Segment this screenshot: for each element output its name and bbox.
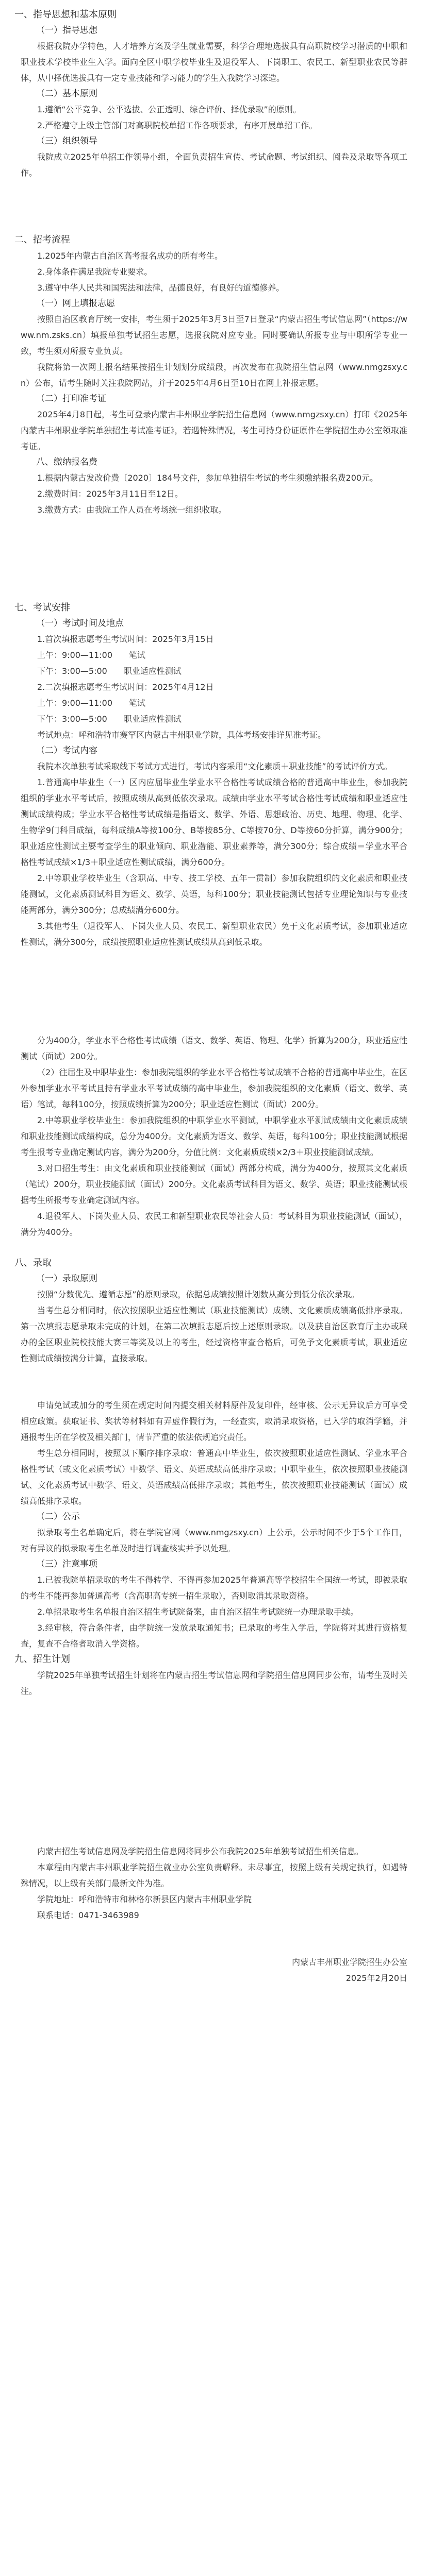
paragraph: 1.已被我院单招录取的考生不得转学、不得再参加2025年普通高等学校招生全国统一考试，即被录取的考生不能再参加普通高考（含高职高专统一招生录取），否则取消其录取资格。 [21,1575,407,1601]
subsection-title: （一）指导思想 [36,25,97,36]
subsection-title: （三）组织领导 [36,136,97,146]
paragraph: 上午：9:00—11:00 笔试 [37,698,146,708]
subsection-title: （一）网上填报志愿 [36,298,115,309]
paragraph: 2025年4月8日起，考生可登录内蒙古丰州职业学院招生信息网（www.nmgzsxy.cn）打印《2025年内蒙古丰州职业学院单独招生考试准考证》，若遇特殊情况，考生可持身份证原件在学院招生办公室领取准考证。 [21,410,407,451]
subsection-title: 八、缴纳报名费 [36,457,97,467]
paragraph: 1.首次填报志愿考生考试时间：2025年3月15日 [37,634,214,644]
subsection-title: （三）注意事项 [36,1559,97,1569]
paragraph: 我院本次单独考试采取线下考试方式进行，考试内容采用“文化素质＋职业技能”的考试评价方式。 [37,761,392,771]
paragraph: 下午：3:00—5:00 职业适应性测试 [37,714,182,724]
paragraph: 下午：3:00—5:00 职业适应性测试 [37,666,182,676]
paragraph: 3.对口招生考生：由文化素质和职业技能测试（面试）两部分构成，满分为400分，按照其文化素质（笔试）200分，职业技能测试（面试）200分。文化素质考试科目为语文、数学、英语；职业技能测试根据考生所报考专业确定测试内容。 [21,1163,407,1205]
section-title: 八、录取 [14,1258,52,1268]
paragraph: 3.遵守中华人民共和国宪法和法律，品德良好，有良好的道德修养。 [37,283,285,293]
section-title: 七、考试安排 [14,602,70,613]
paragraph: 我院将第一次网上报名结果按招生计划划分成绩段，再次发布在我院招生信息网（www.nmgzsxy.cn）公布，请考生随时关注我院网站，并于2025年4月6日至10日在网上补报志愿。 [21,362,407,388]
paragraph: （2）往届生及中职毕业生：参加我院组织的学业水平合格性考试成绩不合格的普通高中毕业生，在区外参加学业水平考试且持有学业水平考试成绩的高中毕业生，参加我院组织的文化素质（语文、数学、英语）笔试，每科100分，按照成绩折算为200分；职业适应性测试（面试）200分。 [21,1067,407,1109]
paragraph: 1.2025年内蒙古自治区高考报名成功的所有考生。 [37,251,223,261]
paragraph: 2.缴费时间：2025年3月11日至12日。 [37,489,183,499]
paragraph: 1.普通高中毕业生（一）区内应届毕业生学业水平合格性考试成绩合格的普通高中毕业生，参加我院组织的学业水平考试后，按照成绩从高到低依次录取。成绩由学业水平考试合格性考试成绩和职业适应性测试成绩构成；学业水平合格性考试成绩是指语文、数学、外语、思想政治、历史、地理、物理、化学、生物学9门科目成绩，每科成绩A等按100分、B等按85分、C等按70分、D等按60分折算，满分900分；职业适应性测试主要考查学生的职业倾向、职业潜能、职业素养等，满分300分；综合成绩＝学业水平合格性考试成绩×1/3＋职业适应性测试成绩，满分600分。 [21,777,407,867]
paragraph: 按照“分数优先、遵循志愿”的原则录取，依据总成绩按照计划数从高分到低分依次录取。 [37,1290,359,1299]
section-title: 九、招生计划 [14,1654,70,1665]
paragraph: 本章程由内蒙古丰州职业学院招生就业办公室负责解释。未尽事宜，按照上级有关规定执行，如遇特殊情况，以上级有关部门最新文件为准。 [21,1862,407,1888]
paragraph: 我院成立2025年单招工作领导小组，全面负责招生宣传、考试命题、考试组织、阅卷及录取等各项工作。 [21,152,407,178]
paragraph: 2.中等职业学校毕业生（含职高、中专、技工学校、五年一贯制）参加我院组织的文化素质和职业技能测试，文化素质测试科目为语文、数学、英语，每科100分；职业技能测试包括专业理论知识与专业技能两部分，满分300分；总成绩满分600分。 [21,873,407,915]
subsection-title: （二）公示 [36,1512,80,1522]
paragraph: 拟录取考生名单确定后，将在学院官网（www.nmgzsxy.cn）上公示，公示时间不少于5个工作日，对有异议的拟录取考生名单及时进行调查核实并予以处理。 [21,1528,407,1553]
paragraph: 3.缴费方式：由我院工作人员在考场统一组织收取。 [37,505,227,515]
subsection-title: （二）考试内容 [36,745,97,756]
paragraph: 2.二次填报志愿考生考试时间：2025年4月12日 [37,682,214,692]
paragraph: 3.经审核，符合条件者，由学院统一发放录取通知书；已录取的考生入学后，学院将对其进行资格复查，复查不合格者取消入学资格。 [21,1623,407,1649]
paragraph: 分为400分，学业水平合格性考试成绩（语文、数学、英语、物理、化学）折算为200分，职业适应性测试（面试）200分。 [21,1036,407,1061]
subsection-title: （一）考试时间及地点 [36,618,124,629]
paragraph: 当考生总分相同时，依次按照职业适应性测试（职业技能测试）成绩、文化素质成绩高低排序录取。第一次填报志愿录取未完成的计划，在第二次填报志愿后按上述原则录取。以及获自治区教育厅主办或联办的全区职业院校技能大赛三等奖及以上的考生，经过资格审查合格后，可免予文化素质考试，职业适应性测试成绩按满分计算，直接录取。 [21,1306,407,1363]
paragraph: 内蒙古招生考试信息网及学院招生信息网将同步公布我院2025年单独考试招生相关信息。 [37,1846,364,1856]
paragraph: 学院2025年单独考试招生计划将在内蒙古招生考试信息网和学院招生信息网同步公布，请考生及时关注。 [21,1670,407,1696]
paragraph: 3.其他考生（退役军人、下岗失业人员、农民工、新型职业农民）免于文化素质考试，参加职业适应性测试，满分300分，成绩按照职业适应性测试成绩从高到低录取。 [21,921,407,947]
paragraph: 申请免试或加分的考生须在规定时间内提交相关材料原件及复印件，经审核、公示无异议后方可享受相应政策。获取证书、奖状等材料如有弄虚作假行为，一经查实，取消录取资格，已入学的取消学籍，并通报考生所在学校及相关部门，情节严重的依法依规追究责任。 [21,1400,407,1442]
paragraph: 2.身体条件满足我院专业要求。 [37,267,153,277]
issuing-organization: 内蒙古丰州职业学院招生办公室 [291,1957,407,1967]
paragraph: 考试地点：呼和浩特市赛罕区内蒙古丰州职业学院，具体考场安排详见准考证。 [37,730,326,740]
subsection-title: （二）基本原则 [36,89,97,99]
phone-line: 联系电话：0471-3463989 [37,1910,139,1920]
section-title: 二、招考流程 [14,234,70,245]
paragraph: 上午：9:00—11:00 笔试 [37,650,146,660]
paragraph: 2.单招录取考生名单报自治区招生考试院备案，由自治区招生考试院统一办理录取手续。 [37,1607,359,1617]
paragraph: 按照自治区教育厅统一安排，考生须于2025年3月3日至7日登录“内蒙古招生考试信息网”（https://www.nm.zsks.cn）填报单独考试招生志愿，选报我院对应专业。同时要确认所报专业与中职所学专业一致，考生须对所报专业负责。 [21,314,407,356]
paragraph: 2.中等职业学校毕业生：参加我院组织的中职学业水平测试，中职学业水平测试成绩由文化素质成绩和职业技能测试成绩构成，总分为400分。文化素质为语文、数学、英语，每科100分；职业技能测试根据考生报考专业确定测试内容，满分为200分，分值比例：文化素质成绩×2/3＋职业技能测试成绩。 [21,1115,407,1157]
paragraph: 4.退役军人、下岗失业人员、农民工和新型职业农民等社会人员：考试科目为职业技能测试（面试），满分为400分。 [21,1211,407,1237]
paragraph: 1.根据内蒙古发改价费〔2020〕184号文件，参加单独招生考试的考生须缴纳报名费200元。 [37,473,378,483]
issue-date: 2025年2月20日 [345,1973,407,1983]
paragraph: 1.遵循“公平竞争、公平选拔、公正透明、综合评价、择优录取”的原则。 [37,105,301,114]
paragraph: 2.严格遵守上级主管部门对高职院校单招工作各项要求，有序开展单招工作。 [37,121,318,130]
paragraph: 考生总分相同时，按照以下顺序排序录取：普通高中毕业生，依次按照职业适应性测试、学业水平合格性考试（或文化素质考试）中数学、语文、英语成绩高低排序录取；中职毕业生，依次按照职业技能测试、文化素质考试中数学、语文、英语成绩高低排序录取；其他考生，依次按照职业技能测试（面试）成绩高低排序录取。 [21,1448,407,1506]
paragraph: 根据我院办学特色，人才培养方案及学生就业需要，科学合理地选拔具有高职院校学习潜质的中职和职业技术学校毕业生入学。面向全区中职学校毕业生及退役军人、下岗职工、农民工、新型职业农民等群体，从中择优选拔具有一定专业技能和学习能力的学生入我院学习深造。 [21,41,407,83]
address-line: 学院地址：呼和浩特市和林格尔新县区内蒙古丰州职业学院 [37,1894,252,1904]
section-title: 一、指导思想和基本原则 [14,9,117,20]
subsection-title: （一）录取原则 [36,1274,97,1284]
subsection-title: （二）打印准考证 [36,394,106,404]
